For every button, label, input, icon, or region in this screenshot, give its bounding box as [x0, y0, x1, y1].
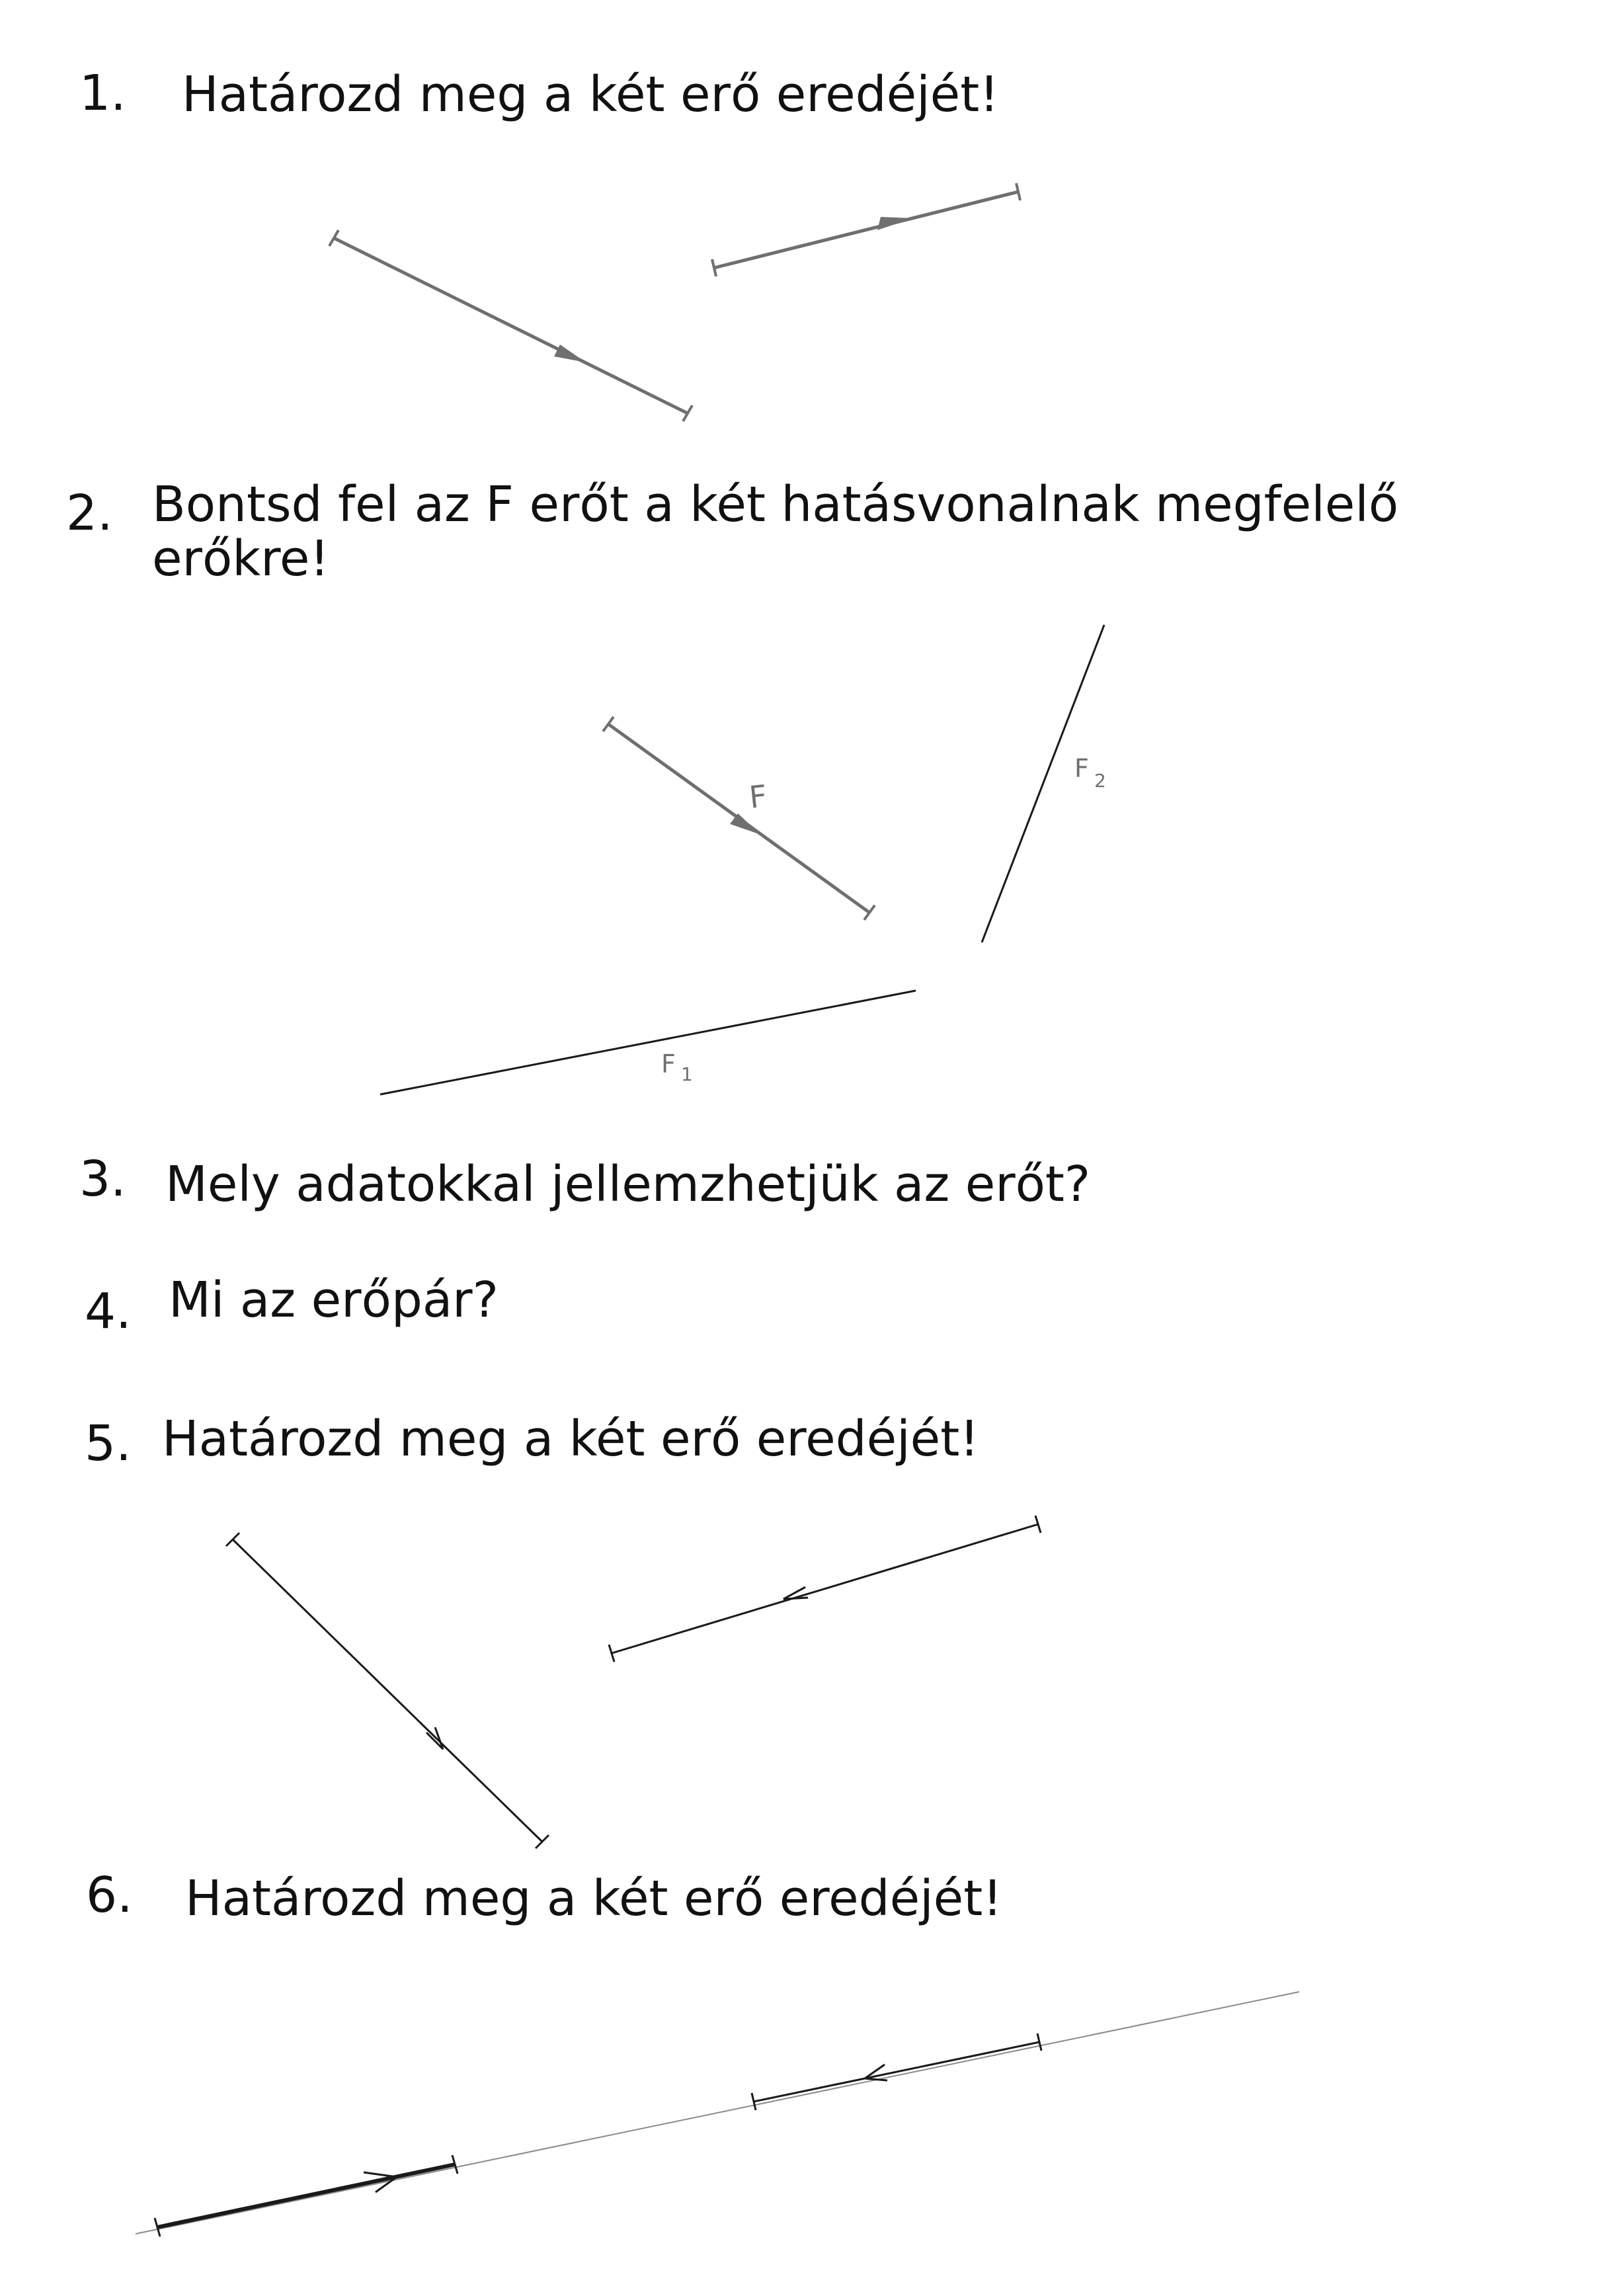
task-5-force-b [609, 1516, 1041, 1662]
task-3-number: 3. [79, 1151, 126, 1208]
task-5-text: Határozd meg a két erő eredéjét! [162, 1411, 979, 1467]
task-2-line-of-action-2 [982, 625, 1104, 942]
task-3-text: Mely adatokkal jellemzhetjük az erőt? [165, 1156, 1091, 1213]
task-1-number: 1. [79, 65, 126, 122]
task-4-number: 4. [85, 1283, 132, 1340]
task-5-number: 5. [85, 1415, 132, 1472]
task-1-force-a-arrowhead [554, 345, 586, 362]
task-2-label-f1 [661, 1049, 693, 1085]
task-6-number: 6. [86, 1867, 133, 1924]
task-2-label-f2-letter: F [1074, 754, 1089, 783]
task-6-line-of-action [136, 1992, 1299, 2234]
task-6-force-a [155, 2155, 458, 2236]
task-2-label-f2 [1074, 754, 1106, 792]
task-2-label-f: F [747, 778, 769, 815]
task-6-force-b [752, 2033, 1041, 2110]
task-2-diagram [380, 625, 1106, 1094]
task-1-diagram [329, 183, 1020, 421]
task-1-text: Határozd meg a két erő eredéjét! [182, 66, 999, 123]
task-4-text: Mi az erőpár? [169, 1272, 499, 1329]
task-5-force-a [226, 1533, 549, 1848]
task-2-line-of-action-1 [380, 991, 916, 1094]
task-1-force-b-arrowhead [877, 217, 912, 230]
task-6-diagram [136, 1992, 1299, 2236]
task-2-label-f1-letter: F [661, 1049, 676, 1079]
task-1-force-a [329, 230, 692, 421]
task-1-force-b [712, 183, 1020, 276]
task-2-number: 2. [66, 485, 113, 542]
task-2-label-f2-subscript: 2 [1094, 770, 1106, 792]
task-2-force-f [603, 717, 875, 920]
task-5-diagram [226, 1516, 1041, 1848]
task-6-text: Határozd meg a két erő eredéjét! [185, 1870, 1002, 1927]
task-2-label-f1-subscript: 1 [681, 1063, 693, 1085]
task-2-text: Bontsd fel az F erőt a két hatásvonalnak megfelelő erőkre! [152, 476, 1399, 587]
